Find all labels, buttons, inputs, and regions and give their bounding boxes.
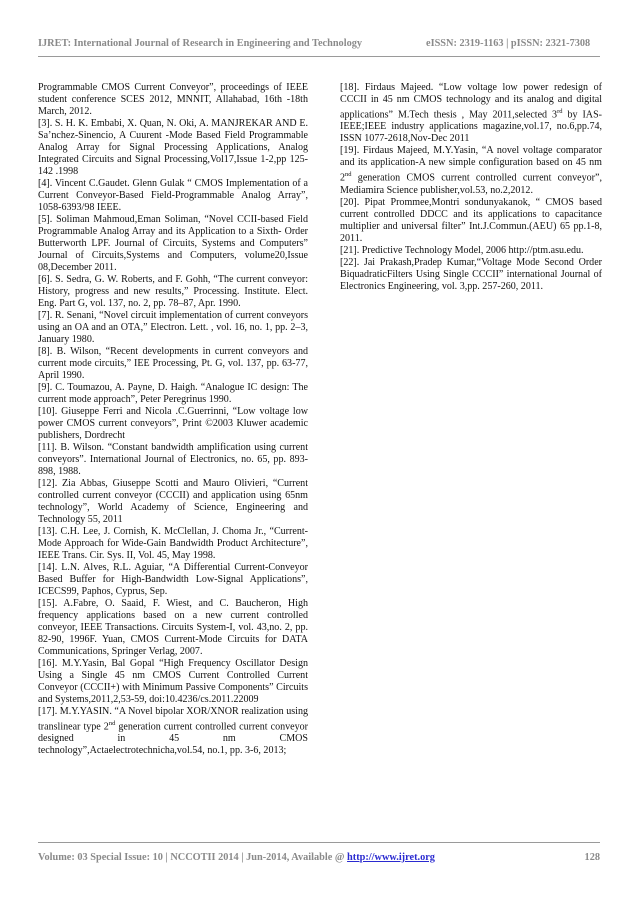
reference-entry: [5]. Soliman Mahmoud,Eman Soliman, “Novel CCII-based Field Programmable Analog Array and its Application to a Sixth- Order Butterworth LPF. Journal of Circuits, Systems and Computers” Journal of Circuits,Systems and Computers, volume20,Issue 08,December 2011. xyxy=(38,214,308,273)
ref19-superscript: nd xyxy=(345,171,352,179)
reference-entry: [6]. S. Sedra, G. W. Roberts, and F. Gohh, “The current conveyor: History, progress and new results,” Processing. Institute. Elect. Eng. Part G, vol. 137, no. 2, pp. 78–87, Apr. 1990. xyxy=(38,274,308,309)
reference-entry: [12]. Zia Abbas, Giuseppe Scotti and Mauro Olivieri, “Current controlled current conveyor (CCCII) and application using 65nm technology”, World Academy of Science, Engineering and Technology 55, 2011 xyxy=(38,478,308,525)
reference-entry: [15]. A.Fabre, O. Saaid, F. Wiest, and C. Baucheron, High frequency applications based on a new current controlled conveyor, IEEE Transactions. Circuits System-I, vol. 43,no. 2, pp. 82-90, 1996F. Yuan, CMOS Current-Mode Circuits for DATA Communications, Springer Verlag, 2007. xyxy=(38,598,308,657)
reference-entry-19 xyxy=(340,145,602,196)
footer-text: Volume: 03 Special Issue: 10 | NCCOTII 2014 | Jun-2014, Available @ xyxy=(38,852,348,863)
ref19-text-b: generation CMOS current controlled current conveyor”, Mediamira Science publisher,vol.53, no.2,2012. xyxy=(340,172,602,196)
footer-link[interactable]: http://www.ijret.org xyxy=(347,852,435,863)
ref18-superscript: rd xyxy=(557,108,563,115)
page-footer xyxy=(38,852,600,863)
reference-entry: [10]. Giuseppe Ferri and Nicola .C.Guerrinni, “Low voltage low power CMOS current conveyors”, Print ©2003 Kluwer academic publishers, Dordrecht xyxy=(38,406,308,441)
reference-entry: [21]. Predictive Technology Model, 2006 http://ptm.asu.edu. xyxy=(340,244,584,256)
reference-entry: [22]. Jai Prakash,Pradep Kumar,“Voltage Mode Second Order BiquadraticFilters Using Single CCCII” international Journal of Electronics Engineering, vol. 3,pp. 257-260, 2011. xyxy=(340,256,602,292)
reference-entry-18 xyxy=(340,82,602,145)
reference-entry: [20]. Pipat Prommee,Montri sondunyakanok, “ CMOS based current controlled DDCC and its applications to capacitance multiplier and universal filter” Int.J.Commun.(AEU) 65 pp.1-8, 2011. xyxy=(340,196,602,244)
ref19-text-a: [19]. Firdaus Majeed, M.Y.Yasin, “A novel voltage comparator and its application-A new simple configuration based on 45 nm 2 xyxy=(340,145,602,184)
reference-entry: [16]. M.Y.Yasin, Bal Gopal “High Frequency Oscillator Design Using a Single 45 nm CMOS Current Controlled Current Conveyor (CCCII+) with Minimum Passive Components” Circuits and Systems,2011,2,53-59, doi:10.4236/cs.2011.22009 xyxy=(38,658,308,705)
reference-entry: [7]. R. Senani, “Novel circuit implementation of current conveyors using an OA and an OTA,” Electron. Lett. , vol. 16, no. 1, pp. 2–3, January 1980. xyxy=(38,310,308,345)
reference-entry: [4]. Vincent C.Gaudet. Glenn Gulak “ CMOS Implementation of a Current Conveyor-Based Field-Programmable Analog Array”, 1058-6393/98 IEEE. xyxy=(38,178,308,213)
reference-entry: [13]. C.H. Lee, J. Cornish, K. McClellan, J. Choma Jr., “Current-Mode Approach for Wide-Gain Bandwidth Product Architecture”, IEEE Trans. Cir. Sys. II, Vol. 45, May 1998. xyxy=(38,526,308,561)
page-header xyxy=(38,38,600,49)
reference-entry-17 xyxy=(38,706,308,757)
journal-title: IJRET: International Journal of Research in Engineering and Technology xyxy=(38,38,363,49)
ref17-text-a: [17]. M.Y.YASIN. “A Novel bipolar XOR/XNOR realization using translinear type 2 xyxy=(38,706,308,733)
header-rule xyxy=(38,56,600,57)
issn-text: eISSN: 2319-1163 | pISSN: 2321-7308 xyxy=(426,38,591,49)
page-number: 128 xyxy=(584,852,600,863)
footer-rule xyxy=(38,842,600,843)
ref18-text-a: [18]. Firdaus Majeed. “Low voltage low power redesign of CCCII in 45 nm CMOS technology and its analog and digital applications” M.Tech thesis , May 2011,selected 3 xyxy=(340,82,602,121)
right-column xyxy=(340,82,602,293)
reference-entry: [3]. S. H. K. Embabi, X. Quan, N. Oki, A. MANJREKAR AND E. Sa’nchez-Sinencio, A Cuurent -Mode Based Field Programmable Analog Array for Signal Processing Applications, Analog Integrated Circuits and Signal Processing,Vol17,Issue 1-2,pp 125-142 .1998 xyxy=(38,118,308,177)
ref17-text-b: generation current controlled current conveyor designed in 45 nm CMOS technology”,Actaelectrotechnicha,vol.54, no.1, pp. 3-6, 2013; xyxy=(38,721,308,757)
left-column xyxy=(38,82,308,757)
reference-entry: Programmable CMOS Current Conveyor”, proceedings of IEEE student conference SCES 2012, MNNIT, Allahabad, 16th -18th March, 2012. xyxy=(38,82,308,117)
ref17-superscript: nd xyxy=(108,720,116,727)
ref18-text-b: by IAS-IEEE;IEEE industry applications magazine,vol.17, no.6,pp.74, ISSN 1077-2618,Nov-Dec 2011 xyxy=(340,109,602,145)
reference-entry: [9]. C. Toumazou, A. Payne, D. Haigh. “Analogue IC design: The current mode approach”, Peter Peregrinus 1990. xyxy=(38,382,308,405)
reference-entry: [8]. B. Wilson, “Recent developments in current conveyors and current mode circuits,” IEE Processing, Pt. G, vol. 137, pp. 63-77, April 1990. xyxy=(38,346,308,381)
reference-entry: [14]. L.N. Alves, R.L. Aguiar, “A Differential Current-Conveyor Based Buffer for High-Bandwidth Low-Signal Applications”, ICECS99, Paphos, Cyprus, Sep. xyxy=(38,562,308,597)
reference-entry: [11]. B. Wilson. “Constant bandwidth amplification using current conveyors”. International Journal of Electronics, no. 65, pp. 893-898, 1988. xyxy=(38,442,308,477)
